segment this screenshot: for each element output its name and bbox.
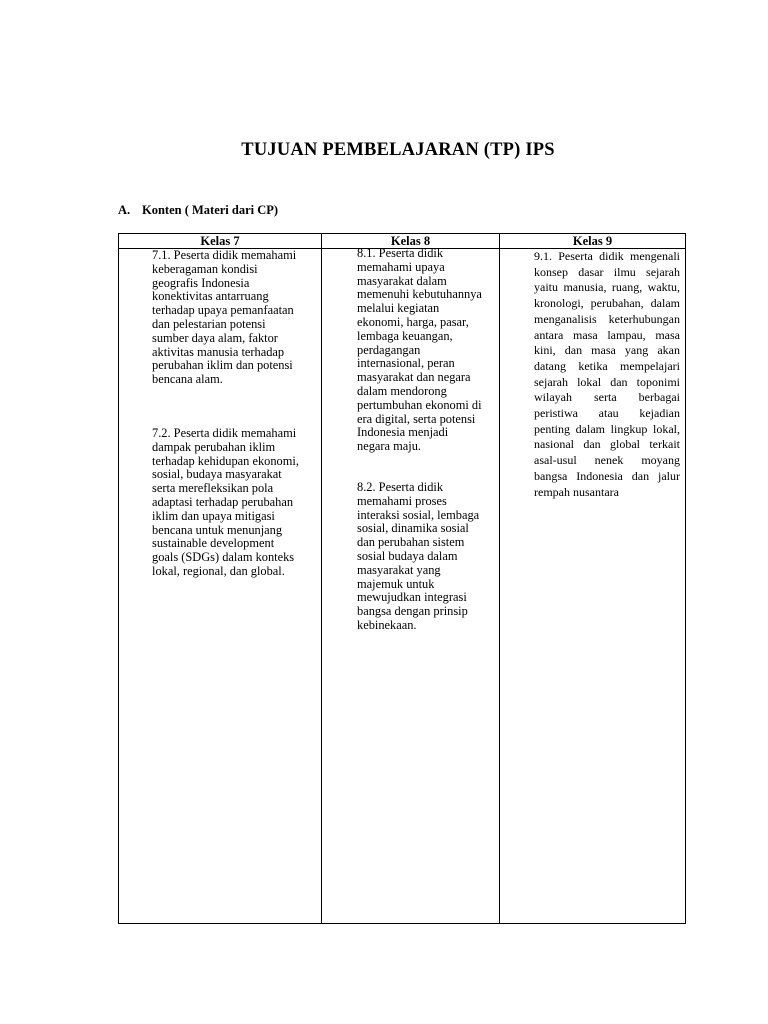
section-heading-text: Konten ( Materi dari CP) — [142, 203, 279, 217]
cell-kelas-9 — [500, 249, 686, 924]
objective-8-2: 8.2. Peserta didik memahami proses interaksi sosial, lembaga sosial, dinamika sosial dan perubahan sistem sosial budaya dalam masyarakat yang majemuk untuk mewujudkan integrasi bangsa dengan prinsip kebinekaan. — [357, 479, 480, 632]
objective-7-1: 7.1. Peserta didik memahami keberagaman kondisi geografis Indonesia konektivitas antarruang terhadap upaya pemanfaatan dan pelestarian potensi sumber daya alam, faktor aktivitas manusia terhadap perubahan iklim dan potensi bencana alam. — [152, 248, 297, 387]
header-kelas-9: Kelas 9 — [500, 234, 686, 249]
table-row — [119, 249, 686, 924]
cell-kelas-7 — [119, 249, 322, 924]
objective-9-1: 9.1. Peserta didik mengenali konsep dasar ilmu sejarah yaitu manusia, ruang, waktu, kronologi, perubahan, dalam menganalisis keterhubungan antara masa lampau, masa kini, dan masa yang akan datang ketika mempelajari sejarah lokal dan toponimi wilayah serta berbagai peristiwa atau kejadian penting dalam lingkup lokal, nasional dan global terkait asal-usul nenek moyang bangsa Indonesia dan jalur rempah nusantara — [534, 249, 680, 499]
section-heading — [118, 203, 278, 218]
content-table — [118, 233, 686, 924]
header-kelas-7: Kelas 7 — [119, 234, 322, 249]
page-title: TUJUAN PEMBELAJARAN (TP) IPS — [241, 140, 555, 160]
section-letter: A. — [118, 203, 131, 217]
objective-8-1: 8.1. Peserta didik memahami upaya masyarakat dalam memenuhi kebutuhannya melalui kegiatan ekonomi, harga, pasar, lembaga keuangan, perdagangan internasional, peran masyarakat dan negara dalam mendorong pertumbuhan ekonomi di era digital, serta potensi Indonesia menjadi negara maju. — [357, 246, 482, 454]
cell-kelas-8 — [322, 246, 500, 924]
objective-7-2: 7.2. Peserta didik memahami dampak perubahan iklim terhadap kehidupan ekonomi, sosial, budaya masyarakat serta merefleksikan pola adaptasi terhadap perubahan iklim dan upaya mitigasi bencana untuk menunjang sustainable development goals (SDGs) dalam konteks lokal, regional, dan global. — [152, 425, 299, 578]
header-kelas-8: Kelas 8 — [322, 234, 500, 249]
